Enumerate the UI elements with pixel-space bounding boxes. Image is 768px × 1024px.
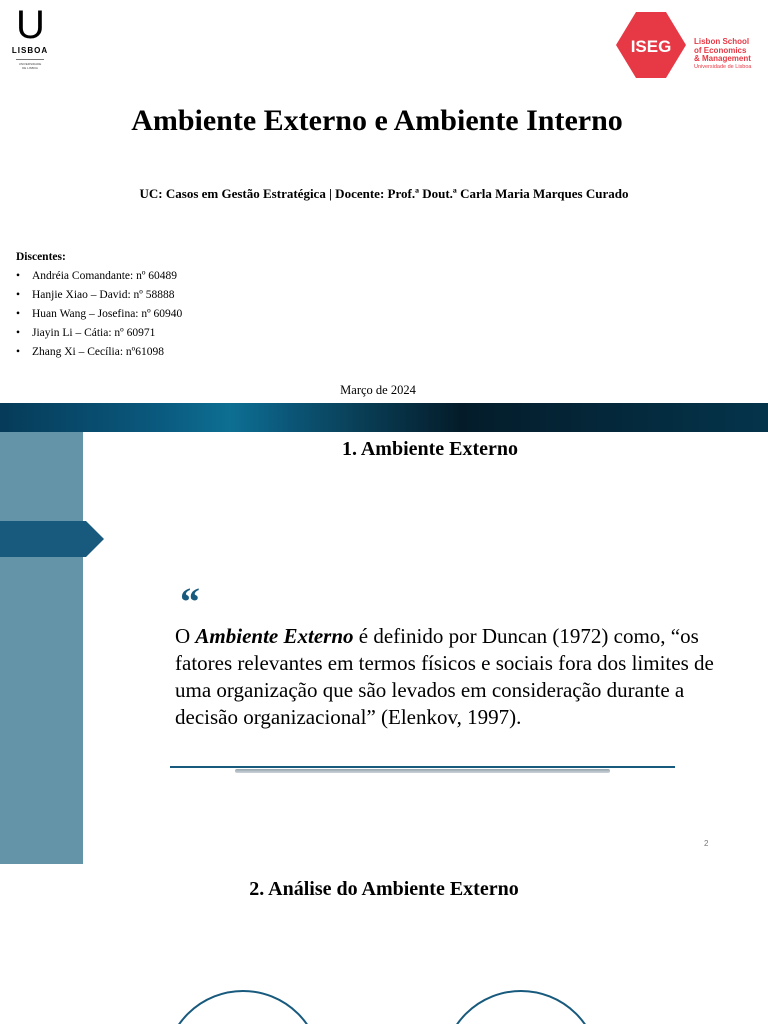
quote-underline xyxy=(170,766,675,768)
bullet-icon: • xyxy=(16,270,21,282)
diagram-circle-right xyxy=(443,991,599,1024)
students-list xyxy=(16,267,182,362)
iseg-line-2: of Economics xyxy=(694,45,747,55)
ul-logo-sub-2: DE LISBOA xyxy=(22,66,38,70)
iseg-line-1: Lisbon School xyxy=(694,37,750,46)
quote-emphasis: Ambiente Externo xyxy=(195,624,354,648)
student-name: Jiayin Li – Cátia: nº 60971 xyxy=(32,327,156,339)
student-item xyxy=(16,286,182,305)
quote-prefix: O xyxy=(175,624,196,648)
quote-mark-icon: “ xyxy=(180,579,200,624)
iseg-logo-subtext: Universidade de Lisboa xyxy=(694,64,752,70)
slide-3 xyxy=(0,864,768,1024)
diagram-circles xyxy=(0,864,768,1024)
arrow-tab-icon xyxy=(0,521,104,557)
iseg-logo-mark: ISEG xyxy=(630,37,672,56)
student-name: Zhang Xi – Cecília: nº61098 xyxy=(32,346,164,358)
bullet-icon: • xyxy=(16,327,21,339)
bullet-icon: • xyxy=(16,308,21,320)
student-item xyxy=(16,343,182,362)
student-name: Hanjie Xiao – David: nº 58888 xyxy=(32,289,175,301)
student-item xyxy=(16,324,182,343)
iseg-line-3: & Management xyxy=(694,54,751,63)
ul-logo-divider xyxy=(16,59,44,60)
student-name: Huan Wang – Josefina: nº 60940 xyxy=(32,308,183,320)
universidade-lisboa-logo xyxy=(8,4,52,80)
quote-text xyxy=(175,623,715,731)
decorative-band xyxy=(0,403,768,432)
document-title: Ambiente Externo e Ambiente Interno xyxy=(131,104,623,137)
document-date: Março de 2024 xyxy=(340,383,416,397)
slide-title: 2. Análise do Ambiente Externo xyxy=(249,878,519,900)
bullet-icon: • xyxy=(16,289,21,301)
slide-1 xyxy=(0,0,768,432)
ul-logo-sub-1: UNIVERSIDADE xyxy=(18,62,42,66)
diagram-circle-left xyxy=(165,991,321,1024)
ul-logo-name: LISBOA xyxy=(11,46,49,55)
side-panel xyxy=(0,432,83,864)
student-item xyxy=(16,267,182,286)
quote-rest: é definido por Duncan (1972) como, “os fatores relevantes em termos físicos e sociais fora dos limites de uma organização que são levados em consideração durante a decisão organizacional” (Elenkov, 1997). xyxy=(175,624,714,729)
bullet-icon: • xyxy=(16,346,21,358)
quote-underline-shadow xyxy=(235,769,610,773)
students-label: Discentes: xyxy=(16,251,66,263)
slide-title: 1. Ambiente Externo xyxy=(341,438,519,460)
slide-2 xyxy=(0,432,768,864)
student-name: Andréia Comandante: nº 60489 xyxy=(32,270,178,282)
ul-logo-mark: U xyxy=(16,3,44,47)
iseg-logo-text xyxy=(694,38,751,64)
course-line: UC: Casos em Gestão Estratégica | Docente: Prof.ª Dout.ª Carla Maria Marques Curado xyxy=(139,186,629,201)
page-number: 2 xyxy=(704,839,709,848)
student-item xyxy=(16,305,182,324)
